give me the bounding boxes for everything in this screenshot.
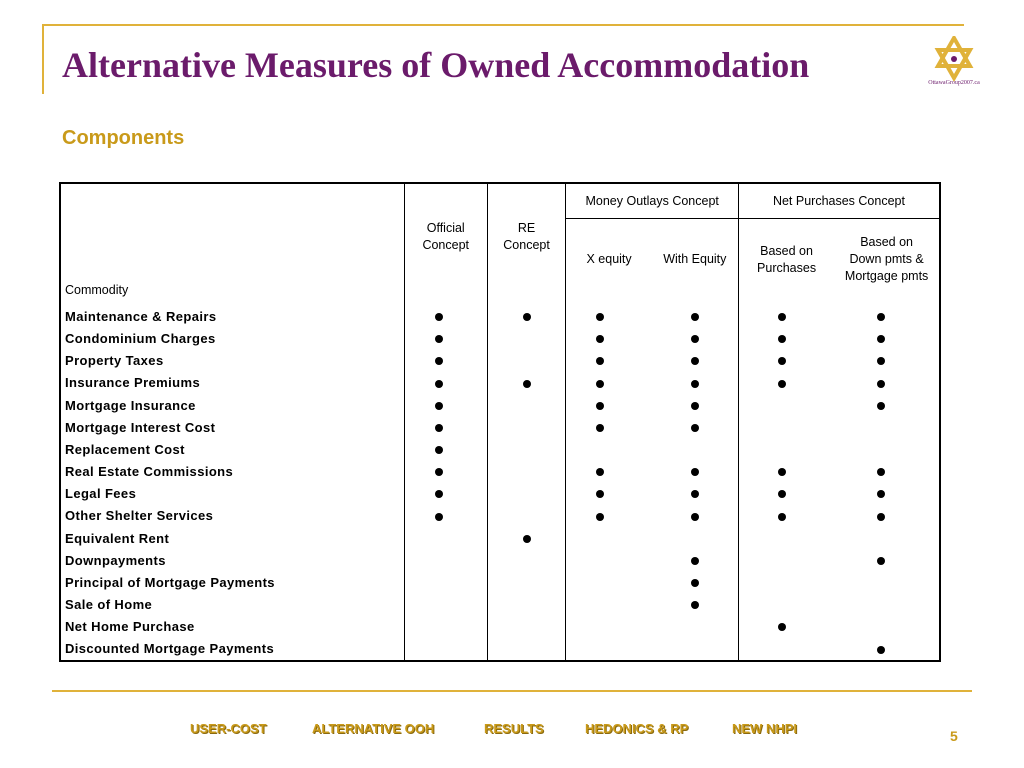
mark-cell [834, 549, 940, 571]
mark-cell [566, 638, 652, 661]
mark-cell [487, 460, 566, 482]
bullet-dot-icon [691, 557, 699, 565]
bullet-dot-icon [877, 357, 885, 365]
mark-cell [566, 372, 652, 394]
commodity-label: Mortgage Interest Cost [65, 419, 216, 435]
mark-cell [834, 571, 940, 593]
x-equity-header: X equity [566, 219, 652, 306]
mark-cell [566, 571, 652, 593]
mark-cell [404, 616, 487, 638]
mark-cell [404, 438, 487, 460]
bullet-dot-icon [877, 646, 885, 654]
bullet-dot-icon [596, 490, 604, 498]
mark-cell [566, 505, 652, 527]
bullet-dot-icon [523, 313, 531, 321]
left-border-line [42, 24, 44, 94]
bullet-dot-icon [435, 446, 443, 454]
mark-cell [738, 438, 834, 460]
commodity-label: Downpayments [65, 552, 166, 568]
table-body [60, 305, 940, 661]
mark-cell [566, 438, 652, 460]
table-row [60, 416, 940, 438]
mark-cell [834, 328, 940, 350]
mark-cell [487, 305, 566, 327]
nav-results-link[interactable]: RESULTS [484, 721, 544, 736]
mark-cell [738, 571, 834, 593]
mark-cell [652, 372, 739, 394]
bullet-dot-icon [877, 490, 885, 498]
bullet-dot-icon [596, 313, 604, 321]
slide-title: Alternative Measures of Owned Accommodation [62, 45, 810, 85]
table-row [60, 372, 940, 394]
commodity-label: Other Shelter Services [65, 508, 214, 524]
mark-cell [652, 305, 739, 327]
bullet-dot-icon [435, 513, 443, 521]
based-on-purchases-header: Based on Purchases [738, 219, 834, 306]
mark-cell [738, 638, 834, 661]
bullet-dot-icon [691, 490, 699, 498]
mark-cell [652, 549, 739, 571]
mark-cell [487, 416, 566, 438]
bullet-dot-icon [596, 468, 604, 476]
mark-cell [652, 394, 739, 416]
nav-alternative-ooh-link[interactable]: ALTERNATIVE OOH [312, 721, 435, 736]
mark-cell [566, 549, 652, 571]
mark-cell [738, 483, 834, 505]
mark-cell [566, 350, 652, 372]
mark-cell [738, 328, 834, 350]
mark-cell [652, 350, 739, 372]
bullet-dot-icon [435, 490, 443, 498]
commodity-label: Maintenance & Repairs [65, 308, 217, 324]
bullet-dot-icon [596, 513, 604, 521]
bullet-dot-icon [691, 468, 699, 476]
mark-cell [738, 549, 834, 571]
commodity-label: Condominium Charges [65, 331, 216, 347]
mark-cell [652, 438, 739, 460]
bullet-dot-icon [596, 424, 604, 432]
table-row [60, 571, 940, 593]
mark-cell [566, 394, 652, 416]
table-row [60, 616, 940, 638]
bullet-dot-icon [435, 402, 443, 410]
table-row [60, 350, 940, 372]
mark-cell [652, 616, 739, 638]
mark-cell [566, 483, 652, 505]
mark-cell [834, 372, 940, 394]
table-row [60, 638, 940, 661]
mark-cell [404, 372, 487, 394]
mark-cell [566, 527, 652, 549]
bullet-dot-icon [596, 402, 604, 410]
commodity-header: Commodity [65, 283, 129, 298]
table-row [60, 394, 940, 416]
bullet-dot-icon [596, 357, 604, 365]
commodity-label: Property Taxes [65, 353, 164, 369]
mark-cell [404, 305, 487, 327]
mark-cell [738, 527, 834, 549]
mark-cell [738, 593, 834, 615]
page-number: 5 [950, 728, 958, 744]
mark-cell [404, 593, 487, 615]
mark-cell [487, 505, 566, 527]
bullet-dot-icon [877, 513, 885, 521]
bullet-dot-icon [778, 490, 786, 498]
table-row [60, 305, 940, 327]
nav-user-cost-link[interactable]: USER-COST [190, 721, 267, 736]
mark-cell [834, 394, 940, 416]
bullet-dot-icon [596, 335, 604, 343]
mark-cell [487, 571, 566, 593]
mark-cell [487, 638, 566, 661]
mark-cell [566, 328, 652, 350]
bullet-dot-icon [877, 335, 885, 343]
mark-cell [834, 438, 940, 460]
mark-cell [404, 394, 487, 416]
mark-cell [738, 372, 834, 394]
bullet-dot-icon [523, 535, 531, 543]
bullet-dot-icon [596, 380, 604, 388]
bullet-dot-icon [523, 380, 531, 388]
logo-caption: OttawaGroup2007.ca [928, 80, 980, 86]
mark-cell [566, 305, 652, 327]
mark-cell [834, 416, 940, 438]
mark-cell [834, 638, 940, 661]
bullet-dot-icon [691, 313, 699, 321]
mark-cell [487, 438, 566, 460]
commodity-label: Equivalent Rent [65, 530, 170, 546]
bullet-dot-icon [778, 513, 786, 521]
table-row [60, 505, 940, 527]
commodity-label: Net Home Purchase [65, 619, 195, 635]
bottom-border-line [52, 690, 972, 692]
footer-nav [0, 721, 1024, 741]
mark-cell [652, 505, 739, 527]
bullet-dot-icon [778, 623, 786, 631]
mark-cell [404, 527, 487, 549]
mark-cell [738, 505, 834, 527]
components-table [59, 182, 941, 662]
mark-cell [404, 416, 487, 438]
bullet-dot-icon [778, 335, 786, 343]
commodity-label: Principal of Mortgage Payments [65, 574, 275, 590]
mark-cell [738, 416, 834, 438]
commodity-label: Discounted Mortgage Payments [65, 641, 275, 657]
mark-cell [652, 416, 739, 438]
bullet-dot-icon [435, 424, 443, 432]
mark-cell [487, 593, 566, 615]
commodity-label: Real Estate Commissions [65, 464, 234, 480]
bullet-dot-icon [778, 357, 786, 365]
net-purchases-group-header: Net Purchases Concept [738, 183, 940, 219]
mark-cell [738, 460, 834, 482]
mark-cell [487, 394, 566, 416]
mark-cell [738, 616, 834, 638]
bullet-dot-icon [691, 380, 699, 388]
mark-cell [487, 616, 566, 638]
mark-cell [404, 483, 487, 505]
bullet-dot-icon [877, 557, 885, 565]
table-row [60, 328, 940, 350]
top-border-line [42, 24, 964, 26]
with-equity-header: With Equity [663, 252, 727, 267]
mark-cell [652, 638, 739, 661]
bullet-dot-icon [778, 313, 786, 321]
mark-cell [652, 460, 739, 482]
mark-cell [834, 505, 940, 527]
mark-cell [738, 350, 834, 372]
bullet-dot-icon [435, 380, 443, 388]
mark-cell [834, 593, 940, 615]
bullet-dot-icon [435, 335, 443, 343]
bullet-dot-icon [778, 380, 786, 388]
mark-cell [404, 505, 487, 527]
mark-cell [566, 616, 652, 638]
based-on-down-pmts-header: Based on Down pmts & Mortgage pmts [844, 235, 929, 284]
bullet-dot-icon [877, 380, 885, 388]
table-row [60, 438, 940, 460]
mark-cell [404, 350, 487, 372]
bullet-dot-icon [691, 424, 699, 432]
mark-cell [566, 416, 652, 438]
table-row [60, 549, 940, 571]
bullet-dot-icon [691, 513, 699, 521]
bullet-dot-icon [691, 601, 699, 609]
mark-cell [487, 549, 566, 571]
mark-cell [652, 571, 739, 593]
table-row [60, 593, 940, 615]
table-row [60, 527, 940, 549]
money-outlays-group-header: Money Outlays Concept [566, 183, 738, 219]
bullet-dot-icon [877, 468, 885, 476]
bullet-dot-icon [691, 335, 699, 343]
mark-cell [487, 483, 566, 505]
mark-cell [404, 549, 487, 571]
commodity-label: Sale of Home [65, 597, 153, 612]
commodity-label: Insurance Premiums [65, 375, 201, 391]
mark-cell [652, 593, 739, 615]
mark-cell [834, 616, 940, 638]
bullet-dot-icon [435, 357, 443, 365]
mark-cell [738, 305, 834, 327]
nav-new-nhpi-link[interactable]: NEW NHPI [732, 721, 797, 736]
bullet-dot-icon [877, 313, 885, 321]
mark-cell [566, 460, 652, 482]
commodity-label: Replacement Cost [65, 441, 185, 457]
mark-cell [738, 394, 834, 416]
mark-cell [487, 527, 566, 549]
mark-cell [652, 483, 739, 505]
mark-cell [487, 350, 566, 372]
bullet-dot-icon [691, 579, 699, 587]
mark-cell [834, 305, 940, 327]
mark-cell [652, 527, 739, 549]
mark-cell [404, 638, 487, 661]
commodity-label: Legal Fees [65, 486, 137, 502]
bullet-dot-icon [691, 357, 699, 365]
mark-cell [487, 372, 566, 394]
mark-cell [404, 571, 487, 593]
bullet-dot-icon [435, 468, 443, 476]
bullet-dot-icon [877, 402, 885, 410]
mark-cell [652, 328, 739, 350]
mark-cell [404, 460, 487, 482]
mark-cell [487, 328, 566, 350]
mark-cell [834, 483, 940, 505]
section-subtitle: Components [62, 127, 185, 149]
mark-cell [834, 460, 940, 482]
table-row [60, 483, 940, 505]
official-concept-header: Official Concept [404, 183, 487, 305]
mark-cell [404, 328, 487, 350]
mark-cell [834, 527, 940, 549]
table-row [60, 460, 940, 482]
mark-cell [566, 593, 652, 615]
mark-cell [834, 350, 940, 372]
bullet-dot-icon [691, 402, 699, 410]
nav-hedonics-rp-link[interactable]: HEDONICS & RP [585, 721, 689, 736]
re-concept-header: RE Concept [487, 183, 566, 305]
commodity-label: Mortgage Insurance [65, 397, 196, 413]
bullet-dot-icon [435, 313, 443, 321]
bullet-dot-icon [778, 468, 786, 476]
